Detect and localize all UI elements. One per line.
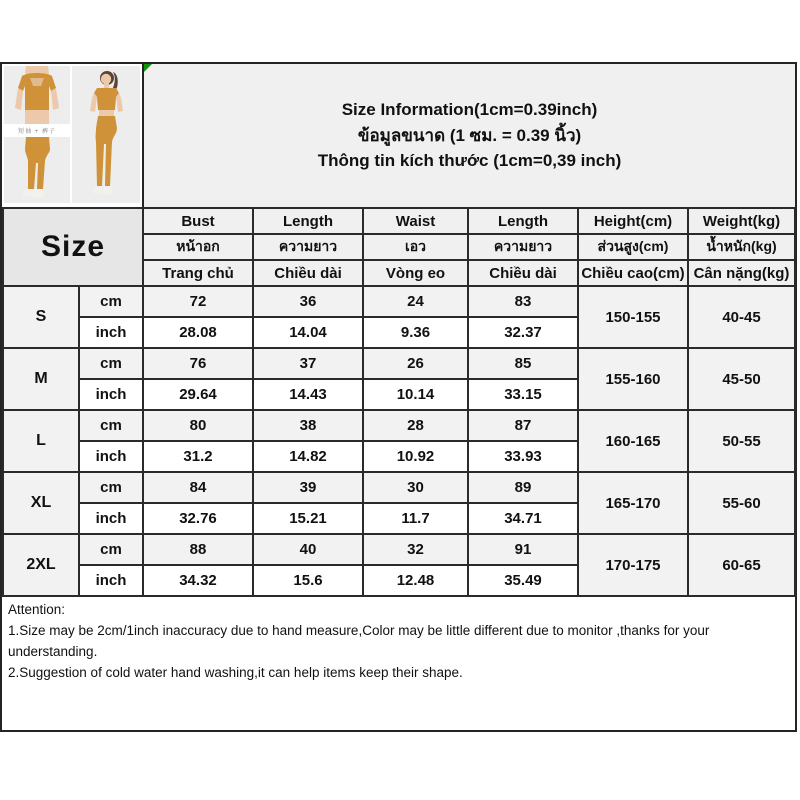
value-cell: 14.04 <box>253 317 363 348</box>
photo-column-right <box>72 66 140 205</box>
value-cell: 72 <box>143 286 253 317</box>
unit-cm: cm <box>79 410 143 441</box>
attention-notes <box>2 597 795 730</box>
col-header-length-th: ความยาว <box>253 234 363 260</box>
col-header-bust-en: Bust <box>143 208 253 234</box>
size-header-cell: Size <box>3 208 143 286</box>
size-label-m: M <box>3 348 79 410</box>
unit-inch: inch <box>79 441 143 472</box>
height-range: 160-165 <box>578 410 688 472</box>
value-cell: 32.37 <box>468 317 578 348</box>
unit-inch: inch <box>79 317 143 348</box>
value-cell: 35.49 <box>468 565 578 596</box>
col-header-weight-th: น้ำหนัก(kg) <box>688 234 795 260</box>
value-cell: 10.14 <box>363 379 468 410</box>
value-cell: 34.32 <box>143 565 253 596</box>
value-cell: 10.92 <box>363 441 468 472</box>
height-range: 165-170 <box>578 472 688 534</box>
attention-heading: Attention: <box>8 602 66 617</box>
value-cell: 91 <box>468 534 578 565</box>
value-cell: 29.64 <box>143 379 253 410</box>
unit-cm: cm <box>79 534 143 565</box>
value-cell: 11.7 <box>363 503 468 534</box>
value-cell: 84 <box>143 472 253 503</box>
value-cell: 15.21 <box>253 503 363 534</box>
value-cell: 28.08 <box>143 317 253 348</box>
table-row <box>3 472 795 503</box>
weight-range: 50-55 <box>688 410 795 472</box>
value-cell: 24 <box>363 286 468 317</box>
value-cell: 26 <box>363 348 468 379</box>
value-cell: 32.76 <box>143 503 253 534</box>
value-cell: 39 <box>253 472 363 503</box>
value-cell: 9.36 <box>363 317 468 348</box>
attention-note-2: 2.Suggestion of cold water hand washing,it can help items keep their shape. <box>8 664 463 680</box>
value-cell: 89 <box>468 472 578 503</box>
weight-range: 55-60 <box>688 472 795 534</box>
value-cell: 33.93 <box>468 441 578 472</box>
value-cell: 34.71 <box>468 503 578 534</box>
size-label-2xl: 2XL <box>3 534 79 596</box>
table-row <box>3 286 795 317</box>
title-block <box>144 64 795 207</box>
value-cell: 88 <box>143 534 253 565</box>
weight-range: 60-65 <box>688 534 795 596</box>
col-header-length-en: Length <box>253 208 363 234</box>
title-vietnamese: Thông tin kích thước (1cm=0,39 inch) <box>317 151 622 171</box>
size-chart-sheet <box>0 62 797 732</box>
col-header-height-vi: Chiều cao(cm) <box>578 260 688 286</box>
value-cell: 80 <box>143 410 253 441</box>
height-range: 155-160 <box>578 348 688 410</box>
size-label-l: L <box>3 410 79 472</box>
photo-column-left <box>4 66 70 205</box>
size-table <box>2 207 796 597</box>
photo-leggings <box>4 137 70 203</box>
unit-inch: inch <box>79 379 143 410</box>
col-header-weight-en: Weight(kg) <box>688 208 795 234</box>
weight-range: 45-50 <box>688 348 795 410</box>
value-cell: 32 <box>363 534 468 565</box>
col-header-bust-th: หน้าอก <box>143 234 253 260</box>
col-header-length2-vi: Chiều dài <box>468 260 578 286</box>
unit-inch: inch <box>79 565 143 596</box>
col-header-waist-en: Waist <box>363 208 468 234</box>
photo-full-body <box>72 66 140 203</box>
attention-note-1: 1.Size may be 2cm/1inch inaccuracy due to hand measure,Color may be little different due to monitor ,thanks for your understanding. <box>8 622 710 659</box>
size-label-s: S <box>3 286 79 348</box>
product-photos <box>2 64 144 207</box>
value-cell: 87 <box>468 410 578 441</box>
table-row <box>3 534 795 565</box>
value-cell: 14.43 <box>253 379 363 410</box>
col-header-bust-vi: Trang chủ <box>143 260 253 286</box>
value-cell: 15.6 <box>253 565 363 596</box>
photo-crop-top <box>4 66 70 124</box>
col-header-waist-th: เอว <box>363 234 468 260</box>
value-cell: 31.2 <box>143 441 253 472</box>
unit-inch: inch <box>79 503 143 534</box>
weight-range: 40-45 <box>688 286 795 348</box>
unit-cm: cm <box>79 286 143 317</box>
value-cell: 36 <box>253 286 363 317</box>
unit-cm: cm <box>79 348 143 379</box>
value-cell: 37 <box>253 348 363 379</box>
value-cell: 76 <box>143 348 253 379</box>
col-header-waist-vi: Vòng eo <box>363 260 468 286</box>
height-range: 150-155 <box>578 286 688 348</box>
title-thai: ข้อมูลขนาด (1 ซม. = 0.39 นิ้ว) <box>357 125 582 145</box>
size-label-xl: XL <box>3 472 79 534</box>
col-header-height-en: Height(cm) <box>578 208 688 234</box>
col-header-length2-en: Length <box>468 208 578 234</box>
cell-corner-marker-icon <box>144 64 152 72</box>
value-cell: 12.48 <box>363 565 468 596</box>
unit-cm: cm <box>79 472 143 503</box>
photo-caption: 短袖 + 裤子 <box>4 124 70 137</box>
height-range: 170-175 <box>578 534 688 596</box>
value-cell: 85 <box>468 348 578 379</box>
value-cell: 30 <box>363 472 468 503</box>
col-header-length-vi: Chiều dài <box>253 260 363 286</box>
top-section <box>2 64 795 207</box>
col-header-height-th: ส่วนสูง(cm) <box>578 234 688 260</box>
value-cell: 14.82 <box>253 441 363 472</box>
header-row-english <box>3 208 795 234</box>
table-row <box>3 410 795 441</box>
value-cell: 83 <box>468 286 578 317</box>
value-cell: 40 <box>253 534 363 565</box>
value-cell: 38 <box>253 410 363 441</box>
col-header-length2-th: ความยาว <box>468 234 578 260</box>
value-cell: 28 <box>363 410 468 441</box>
table-row <box>3 348 795 379</box>
value-cell: 33.15 <box>468 379 578 410</box>
col-header-weight-vi: Cân nặng(kg) <box>688 260 795 286</box>
title-english: Size Information(1cm=0.39inch) <box>341 100 598 120</box>
